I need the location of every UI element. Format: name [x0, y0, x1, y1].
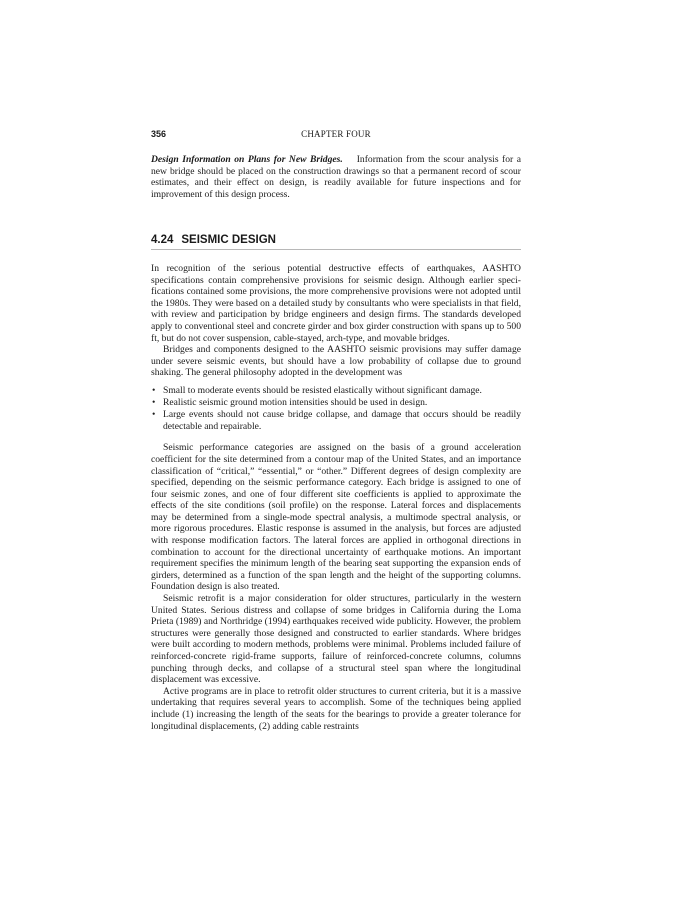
design-info-block: [151, 154, 521, 200]
bullet-text: Small to moderate events should be resisted elastically without significant damage.: [163, 384, 482, 396]
running-header: [151, 127, 521, 141]
bullet-text: Large events should not cause bridge collapse, and damage that occurs should be readily detectable and repairable.: [163, 409, 521, 432]
bullet-item: [151, 385, 521, 397]
bullet-text: Realistic seismic ground motion intensities should be used in design.: [163, 397, 428, 409]
seismic-body: [151, 263, 521, 732]
chapter-title: CHAPTER FOUR: [301, 129, 371, 139]
paragraph: In recognition of the serious potential destructive effects of earthquakes, AASHTO specifications contain comprehensive provisions for seismic design. Although earlier specifications contained some provisions, the more comprehensive provisions were not adopted until the 1980s. They were based on a detailed study by consultants who were specialists in that field, with review and participation by bridge engineers and design firms. The standards developed apply to conventional steel and concrete girder and box girder construction with spans up to 500 ft, but do not cover suspension, cable-stayed, arch-type, and movable bridges.: [151, 263, 521, 344]
bullet-icon: •: [152, 397, 156, 409]
paragraph: Seismic performance categories are assigned on the basis of a ground acceleration coefficient for the site determined from a contour map of the United States, and an importance classification of “critical,” “essential,” or “other.” Different degrees of design complexity are specified, depending on the seismic performance category. Each bridge is assigned to one of four seismic zones, and one of four different site coefficients is applied to approximate the effects of the site conditions (soil profile) on the response. Lateral forces and displacements may be determined from a single-mode spectral analysis, a multimode spectral analysis, or more rigorous procedures. Elastic response is assumed in the analysis, but forces are adjusted with response modification factors. The lateral forces are applied in orthogonal directions in combination to account for the directional uncertainty of earthquake motions. An important requirement specifies the minimum length of the bearing seat supporting the expansion ends of girders, determined as a function of the span length and the height of the supporting columns. Foundation design is also treated.: [151, 442, 521, 593]
paragraph: Bridges and components designed to the AASHTO seismic provisions may suffer damage under severe seismic events, but should have a low probability of collapse due to ground shaking. The general philosophy adopted in the development was: [151, 344, 521, 379]
bullet-item: [151, 409, 521, 432]
design-info-lead: Design Information on Plans for New Bridges.: [151, 154, 343, 165]
section-heading: [151, 233, 521, 250]
design-info-paragraph: [151, 154, 521, 200]
bullet-item: [151, 397, 521, 409]
page-number: 356: [151, 129, 167, 139]
design-info-text: Information from the scour analysis for a new bridge should be placed on the construction drawings so that a permanent record of scour estimates, and their effect on design, is readily available for future inspections and for improvement of this design process.: [151, 154, 521, 200]
paragraph: Active programs are in place to retrofit older structures to current criteria, but it is a massive undertaking that requires several years to accomplish. Some of the techniques being applied include (1) increasing the length of the seats for the bearings to provide a greater tolerance for longitudinal displacements, (2) adding cable restraints: [151, 685, 521, 732]
bullet-icon: •: [152, 384, 156, 396]
section-title: SEISMIC DESIGN: [181, 234, 276, 246]
section-number: 4.24: [151, 234, 174, 246]
paragraph: Seismic retrofit is a major consideration for older structures, particularly in the western United States. Serious distress and collapse of some bridges in California during the Loma Prieta (1989) and Northridge (1994) earthquakes received wide publicity. However, the problem structures were generally those designed and constructed to earlier standards. Where bridges were built according to modern methods, problems were minimal. Problems included failure of reinforced-concrete rigid-frame supports, failure of reinforced-concrete columns, columns punching through decks, and collapse of a structural steel span where the longitudinal displacement was excessive.: [151, 593, 521, 686]
bullet-list: [151, 385, 521, 432]
bullet-icon: •: [152, 409, 156, 421]
